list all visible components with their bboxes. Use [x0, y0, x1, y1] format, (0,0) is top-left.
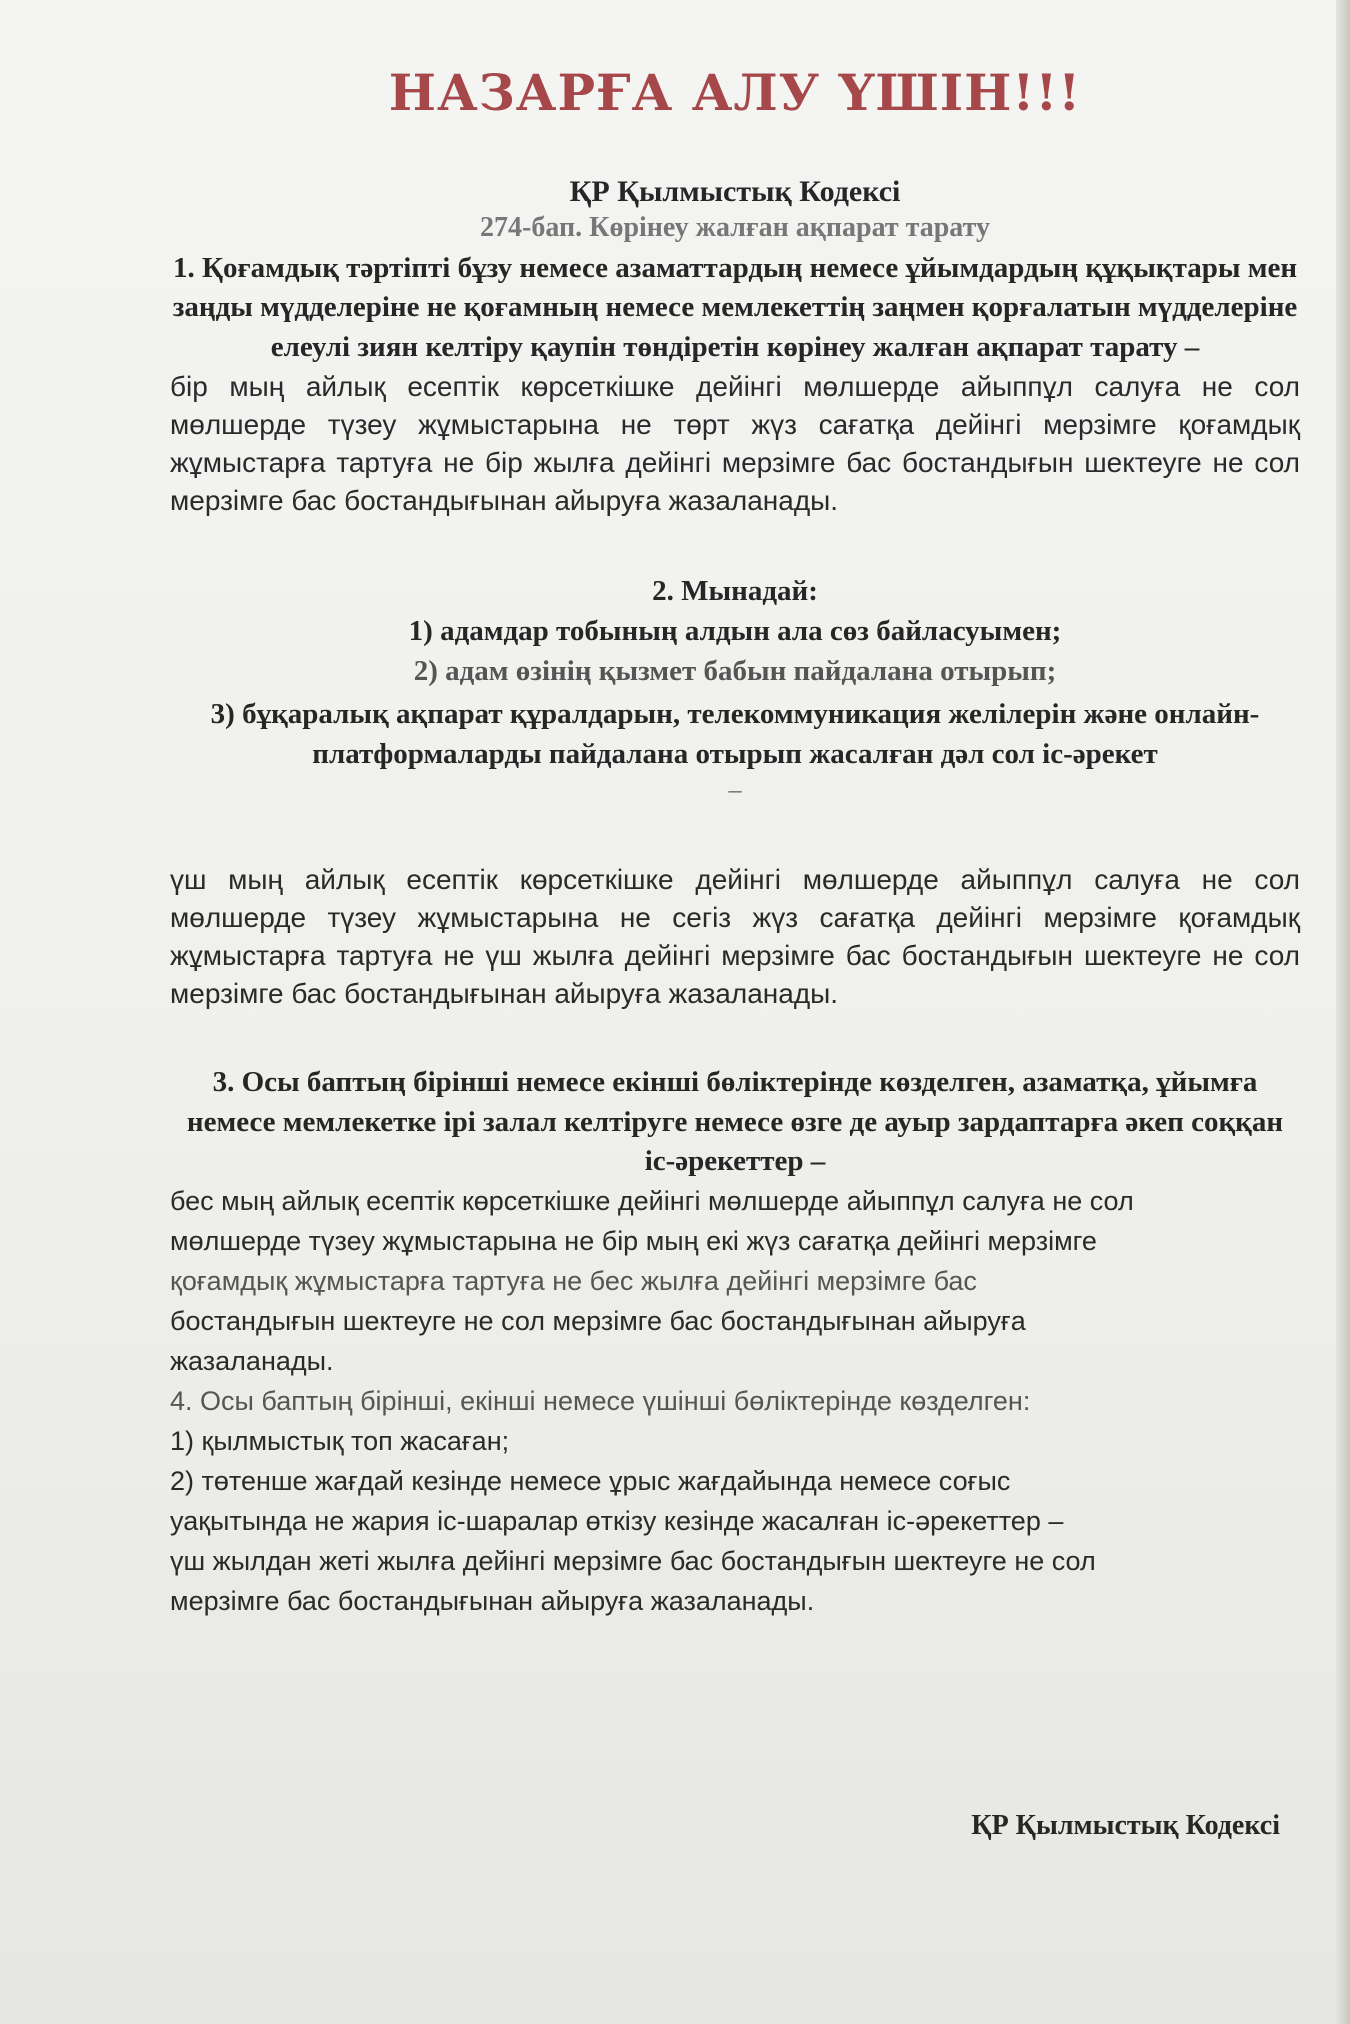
document-body [170, 40, 1300, 1622]
part4-line: үш жылдан жеті жылға дейінгі мерзімге бас бостандығын шектеуге не сол [170, 1545, 1096, 1576]
part1-heading: 1. Қоғамдық тәртіпті бұзу немесе азаматтардың немесе ұйымдардың құқықтары мен заңды мүдделеріне не қоғамның немесе мемлекеттің заңмен қорғалатын мүдделеріне елеулі зиян келтіру қаупін төндіретін көрінеу жалған ақпарат тарату – [172, 251, 1298, 364]
part3-penalty-line: қоғамдық жұмыстарға тартуға не бес жылға дейінгі мерзімге бас [170, 1266, 977, 1297]
part2-heading: 2. Мынадай: [652, 575, 818, 608]
part4-line: мерзімге бас бостандығынан айыруға жазаланады. [170, 1585, 815, 1616]
code-title: ҚР Қылмыстық Кодексі [569, 175, 901, 208]
part4-line: 2) төтенше жағдай кезінде немесе ұрыс жағдайында немесе соғыс [170, 1465, 1011, 1496]
part2-item-1: 1) адамдар тобының алдын ала сөз байласуымен; [408, 614, 1062, 647]
part4-line: уақытында не жария іс-шаралар өткізу кезінде жасалған іс-әрекеттер – [170, 1505, 1064, 1536]
part4 [170, 1382, 1300, 1622]
signature: ҚР Қылмыстық Кодексі [971, 1810, 1280, 1841]
part3-penalty-line: мөлшерде түзеу жұмыстарына не бір мың екі жүз сағатқа дейінгі мерзімге [170, 1226, 1097, 1257]
paper-edge [1336, 0, 1350, 2024]
part2-item-3: 3) бұқаралық ақпарат құралдарын, телекоммуникация желілерін және онлайн-платформаларды пайдалана отырып жасалған дәл сол іс-әрекет [210, 698, 1260, 770]
page-title: НАЗАРҒА АЛУ ҮШІН!!! [388, 63, 1082, 122]
part4-line: 1) қылмыстық топ жасаған; [170, 1425, 510, 1456]
part2-penalty: үш мың айлық есептік көрсеткішке дейінгі мөлшерде айыппұл салуға не сол мөлшерде түзеу жұмыстарына не сегіз жүз сағатқа дейінгі мерзімге қоғамдық жұмыстарға тартуға не үш жылға дейінгі мерзімге бас бостандығын шектеуге не сол мерзімге бас бостандығынан айыруға жазаланады. [170, 863, 1300, 1009]
part2-item-2: 2) адам өзінің қызмет бабын пайдалана отырып; [413, 654, 1057, 687]
part1-penalty: бір мың айлық есептік көрсеткішке дейінгі мөлшерде айыппұл салуға не сол мөлшерде түзеу жұмыстарына не төрт жүз сағатқа дейінгі мерзімге қоғамдық жұмыстарға тартуға не бір жылға дейінгі мерзімге бас бостандығын шектеуге не сол мерзімге бас бостандығынан айыруға жазаланады. [170, 370, 1300, 516]
part3-heading: 3. Осы баптың бірінші немесе екінші бөліктерінде көзделген, азаматқа, ұйымға немесе мемлекетке ірі залал келтіруге немесе өзге де ауыр зардаптарға әкеп соққан іс-әрекеттер – [186, 1065, 1284, 1178]
part3-penalty-line: бостандығын шектеуге не сол мерзімге бас бостандығынан айыруға [170, 1305, 1026, 1336]
part3-penalty-line: жазаланады. [170, 1345, 334, 1376]
article-title: 274-бап. Көрінеу жалған ақпарат тарату [480, 212, 990, 243]
part2-dash: – [728, 774, 742, 804]
part3-penalty-line: бес мың айлық есептік көрсеткішке дейінгі мөлшерде айыппұл салуға не сол [170, 1186, 1134, 1217]
part3-penalty [170, 1182, 1300, 1382]
part4-line: 4. Осы баптың бірінші, екінші немесе үшінші бөліктерінде көзделген: [170, 1385, 1031, 1416]
